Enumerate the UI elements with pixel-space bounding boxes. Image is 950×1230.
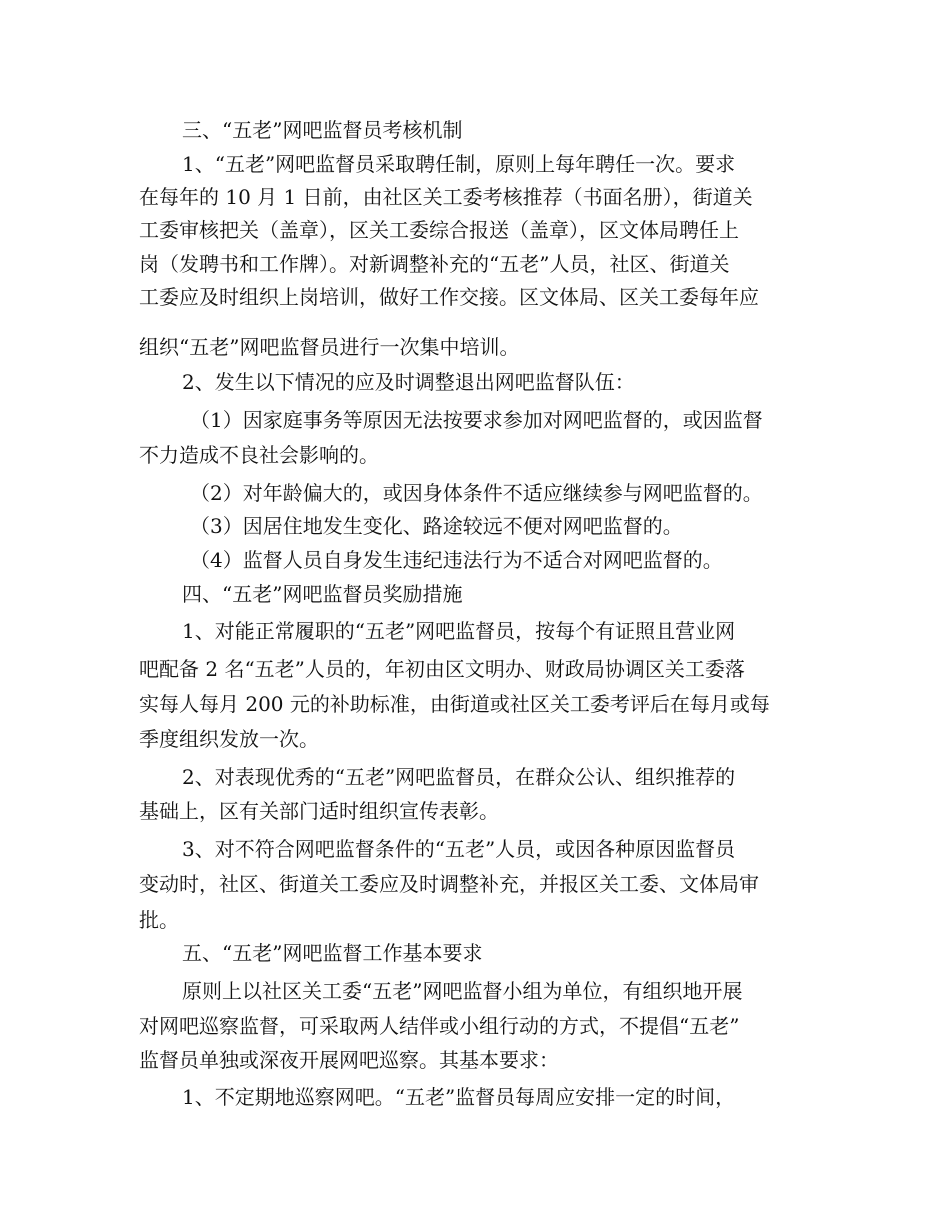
paragraph-line: 吧配备 2 名“五老”人员的，年初由区文明办、财政局协调区关工委落 [139, 657, 745, 681]
paragraph-line: 工委应及时组织上岗培训，做好工作交接。区文体局、区关工委每年应 [139, 285, 759, 309]
section-heading-4: 四、“五老”网吧监督员奖励措施 [182, 582, 463, 606]
paragraph-line: 组织“五老”网吧监督员进行一次集中培训。 [139, 335, 520, 359]
paragraph-line: 实每人每月 200 元的补助标准，由街道或社区关工委考评后在每月或每 [139, 692, 770, 716]
section-heading-3: 三、“五老”网吧监督员考核机制 [182, 118, 463, 142]
paragraph-line: 2、对表现优秀的“五老”网吧监督员，在群众公认、组织推荐的 [182, 765, 736, 789]
list-item: （1）因家庭事务等原因无法按要求参加对网吧监督的，或因监督 [190, 408, 763, 432]
paragraph-line: 1、不定期地巡察网吧。“五老”监督员每周应安排一定的时间， [182, 1085, 736, 1109]
list-item: （4）监督人员自身发生违纪违法行为不适合对网吧监督的。 [190, 548, 723, 572]
paragraph-line: 原则上以社区关工委“五老”网吧监督小组为单位，有组织地开展 [182, 979, 743, 1003]
paragraph-line: 在每年的 10 月 1 日前，由社区关工委考核推荐（书面名册），街道关 [139, 185, 753, 209]
paragraph-line: 季度组织发放一次。 [139, 727, 319, 751]
list-item: （2）对年龄偏大的，或因身体条件不适应继续参与网吧监督的。 [190, 481, 763, 505]
paragraph-line: 3、对不符合网吧监督条件的“五老”人员，或因各种原因监督员 [182, 837, 736, 861]
paragraph-line: 1、“五老”网吧监督员采取聘任制，原则上每年聘任一次。要求 [182, 152, 736, 176]
paragraph-line: 2、发生以下情况的应及时调整退出网吧监督队伍： [182, 370, 635, 394]
paragraph-line: 基础上，区有关部门适时组织宣传表彰。 [139, 799, 499, 823]
paragraph-line: 工委审核把关（盖章），区关工委综合报送（盖章），区文体局聘任上 [139, 218, 739, 242]
section-heading-5: 五、“五老”网吧监督工作基本要求 [182, 941, 483, 965]
paragraph-line: 1、对能正常履职的“五老”网吧监督员，按每个有证照且营业网 [182, 619, 736, 643]
list-item: （3）因居住地发生变化、路途较远不便对网吧监督的。 [190, 514, 683, 538]
paragraph-line: 批。 [139, 908, 179, 932]
paragraph-line: 不力造成不良社会影响的。 [139, 443, 379, 467]
paragraph-line: 监督员单独或深夜开展网吧巡察。其基本要求： [139, 1048, 559, 1072]
paragraph-line: 对网吧巡察监督，可采取两人结伴或小组行动的方式，不提倡“五老” [139, 1014, 740, 1038]
paragraph-line: 岗（发聘书和工作牌）。对新调整补充的“五老”人员，社区、街道关 [139, 252, 730, 276]
paragraph-line: 变动时，社区、街道关工委应及时调整补充，并报区关工委、文体局审 [139, 872, 759, 896]
